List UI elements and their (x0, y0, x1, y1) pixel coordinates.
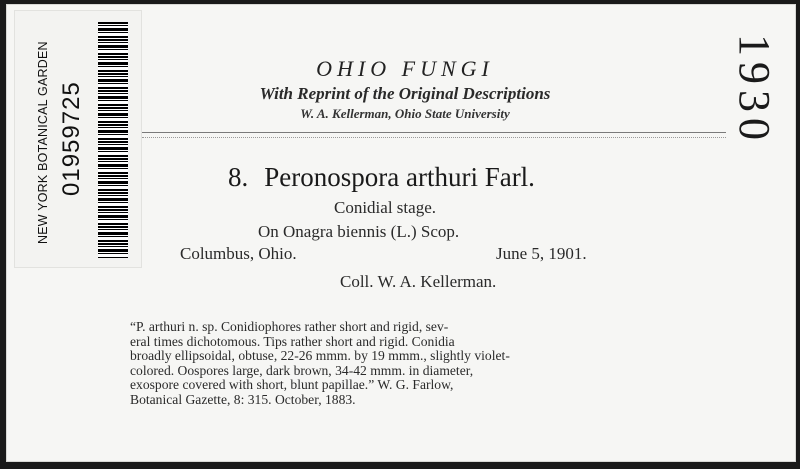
specimen-host: On Onagra biennis (L.) Scop. (258, 222, 460, 241)
specimen-locality: Columbus, Ohio. (180, 244, 297, 263)
description-line: “P. arthuri n. sp. Conidiophores rather short and rigid, sev- (130, 319, 449, 334)
series-subtitle: With Reprint of the Original Descriptions (259, 84, 551, 103)
series-title: OHIO FUNGI (316, 56, 494, 81)
collection-date: June 5, 1901. (496, 244, 587, 263)
divider-rule-dotted (142, 137, 726, 138)
barcode-number: 01959725 (58, 81, 85, 196)
description-line: eral times dichotomous. Tips rather short and rigid. Conidia (130, 333, 455, 349)
series-author: W. A. Kellerman, Ohio State University (300, 106, 510, 121)
description-line: exospore covered with short, blunt papillae.” W. G. Farlow, (130, 377, 454, 393)
collector: Coll. W. A. Kellerman. (340, 272, 497, 291)
species-name: Peronospora arthuri Farl. (264, 162, 535, 192)
specimen-stage: Conidial stage. (334, 198, 436, 217)
description-line: broadly ellipsoidal, obtuse, 22-26 mmm. by 19 mmm., slightly violet- (130, 348, 510, 364)
accession-number: 1930 (730, 34, 779, 146)
institution-name: NEW YORK BOTANICAL GARDEN (36, 41, 50, 244)
species-heading (228, 162, 535, 193)
description-line: colored. Oospores large, dark brown, 34-42 mmm. in diameter, (130, 362, 474, 378)
divider-rule (142, 132, 726, 133)
description-line: Botanical Gazette, 8: 315. October, 1883. (130, 391, 356, 407)
specimen-number: 8. (228, 162, 249, 192)
original-description (130, 320, 645, 408)
